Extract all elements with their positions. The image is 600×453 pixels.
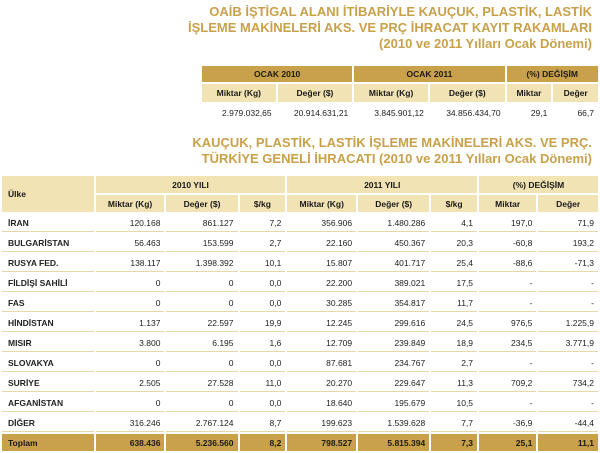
value-cell: -36,9 xyxy=(479,414,536,432)
summary-title-line2: İŞLEME MAKİNELERİ AKS. VE PRÇ İHRACAT KAYIT RAKAMLARI xyxy=(188,20,592,35)
total-cell: 8,2 xyxy=(240,434,286,451)
value-cell: 1,6 xyxy=(240,334,286,352)
value-cell: 25,4 xyxy=(431,254,477,272)
table-row xyxy=(2,354,598,372)
value-cell: 356.906 xyxy=(287,214,356,232)
value-cell: 0 xyxy=(96,394,165,412)
value-cell: 17,5 xyxy=(431,274,477,292)
value-cell: 71,9 xyxy=(538,214,598,232)
value-cell: 234,5 xyxy=(479,334,536,352)
value-cell: 0 xyxy=(96,274,165,292)
value-cell: 239.849 xyxy=(358,334,429,352)
change-header: (%) DEĞİŞİM xyxy=(479,176,598,193)
value-cell: 18.640 xyxy=(287,394,356,412)
col-change-deger: Değer xyxy=(538,195,598,212)
total-cell: 638.436 xyxy=(96,434,165,451)
value-cell: 401.717 xyxy=(358,254,429,272)
country-cell: DİĞER xyxy=(2,414,94,432)
value-cell: 234.767 xyxy=(358,354,429,372)
table-row xyxy=(2,334,598,352)
table-row xyxy=(2,394,598,412)
summary-header-degisim: (%) DEĞİŞİM xyxy=(507,66,598,82)
value-cell: 19,9 xyxy=(240,314,286,332)
value-cell: 20,3 xyxy=(431,234,477,252)
total-cell: 7,3 xyxy=(431,434,477,451)
country-cell: HİNDİSTAN xyxy=(2,314,94,332)
country-header: Ülke xyxy=(2,176,94,212)
value-cell: 56.463 xyxy=(96,234,165,252)
value-cell: 3.771,9 xyxy=(538,334,598,352)
value-cell: 7,7 xyxy=(431,414,477,432)
value-cell: 354.817 xyxy=(358,294,429,312)
value-cell: 120.168 xyxy=(96,214,165,232)
summary-value: 3.845.901,12 xyxy=(354,104,428,122)
total-label: Toplam xyxy=(2,434,94,451)
country-cell: İRAN xyxy=(2,214,94,232)
value-cell: 0,0 xyxy=(240,394,286,412)
value-cell: 193,2 xyxy=(538,234,598,252)
value-cell: - xyxy=(538,394,598,412)
value-cell: 299.616 xyxy=(358,314,429,332)
value-cell: 861.127 xyxy=(166,214,237,232)
value-cell: 12.245 xyxy=(287,314,356,332)
value-cell: 22.200 xyxy=(287,274,356,292)
value-cell: 1.539.628 xyxy=(358,414,429,432)
table-row xyxy=(2,254,598,272)
country-cell: FAS xyxy=(2,294,94,312)
value-cell: 0,0 xyxy=(240,294,286,312)
value-cell: 30.285 xyxy=(287,294,356,312)
value-cell: 976,5 xyxy=(479,314,536,332)
value-cell: 0 xyxy=(96,294,165,312)
country-cell: BULGARİSTAN xyxy=(2,234,94,252)
summary-subheader-deger-2011: Değer ($) xyxy=(430,84,505,102)
value-cell: - xyxy=(479,354,536,372)
total-row xyxy=(2,434,598,451)
value-cell: 6.195 xyxy=(166,334,237,352)
summary-title-line1: OAİB İŞTİGAL ALANI İTİBARİYLE KAUÇUK, PLASTİK, LASTİK xyxy=(209,4,592,19)
value-cell: 199.623 xyxy=(287,414,356,432)
value-cell: 0 xyxy=(166,294,237,312)
value-cell: 3.800 xyxy=(96,334,165,352)
year-2010-header: 2010 YILI xyxy=(96,176,286,193)
export-table xyxy=(0,174,600,453)
summary-title-line3: (2010 ve 2011 Yılları Ocak Dönemi) xyxy=(379,36,592,51)
value-cell: 18,9 xyxy=(431,334,477,352)
col-miktar-2010: Miktar (Kg) xyxy=(96,195,165,212)
summary-subheader-miktar-2010: Miktar (Kg) xyxy=(202,84,276,102)
summary-header-ocak2010: OCAK 2010 xyxy=(202,66,352,82)
value-cell: -88,6 xyxy=(479,254,536,272)
value-cell: 1.225,9 xyxy=(538,314,598,332)
value-cell: 195.679 xyxy=(358,394,429,412)
table-row xyxy=(2,274,598,292)
value-cell: 11,7 xyxy=(431,294,477,312)
summary-value: 29,1 xyxy=(507,104,552,122)
country-cell: SLOVAKYA xyxy=(2,354,94,372)
value-cell: 229.647 xyxy=(358,374,429,392)
col-deger-2011: Değer ($) xyxy=(358,195,429,212)
value-cell: 450.367 xyxy=(358,234,429,252)
value-cell: 0,0 xyxy=(240,274,286,292)
value-cell: - xyxy=(479,294,536,312)
value-cell: 0 xyxy=(166,274,237,292)
summary-value: 34.856.434,70 xyxy=(430,104,505,122)
total-cell: 11,1 xyxy=(538,434,598,451)
value-cell: 389.021 xyxy=(358,274,429,292)
value-cell: 2,7 xyxy=(240,234,286,252)
summary-subheader-deger-degisim: Değer xyxy=(553,84,598,102)
value-cell: 4,1 xyxy=(431,214,477,232)
main-title-line2: TÜRKİYE GENELİ İHRACATI (2010 ve 2011 Yılları Ocak Dönemi) xyxy=(201,151,592,166)
value-cell: 87.681 xyxy=(287,354,356,372)
value-cell: 153.599 xyxy=(166,234,237,252)
col-kg-2010: $/kg xyxy=(240,195,286,212)
table-row xyxy=(2,414,598,432)
main-title-line1: KAUÇUK, PLASTİK, LASTİK İŞLEME MAKİNELERİ AKS. VE PRÇ. xyxy=(192,135,592,150)
summary-table xyxy=(200,64,600,124)
value-cell: 709,2 xyxy=(479,374,536,392)
summary-value: 66,7 xyxy=(553,104,598,122)
value-cell: 0 xyxy=(96,354,165,372)
value-cell: 7,2 xyxy=(240,214,286,232)
col-kg-2011: $/kg xyxy=(431,195,477,212)
value-cell: 11,3 xyxy=(431,374,477,392)
value-cell: 12.709 xyxy=(287,334,356,352)
country-cell: RUSYA FED. xyxy=(2,254,94,272)
value-cell: 2.505 xyxy=(96,374,165,392)
country-cell: MISIR xyxy=(2,334,94,352)
value-cell: 1.398.392 xyxy=(166,254,237,272)
value-cell: 2,7 xyxy=(431,354,477,372)
value-cell: 734,2 xyxy=(538,374,598,392)
total-cell: 5.236.560 xyxy=(166,434,237,451)
value-cell: 10,1 xyxy=(240,254,286,272)
country-cell: SURİYE xyxy=(2,374,94,392)
total-cell: 798.527 xyxy=(287,434,356,451)
value-cell: 0,0 xyxy=(240,354,286,372)
summary-value: 2.979.032,65 xyxy=(202,104,276,122)
total-cell: 25,1 xyxy=(479,434,536,451)
value-cell: 27.528 xyxy=(166,374,237,392)
table-row xyxy=(2,374,598,392)
value-cell: - xyxy=(538,294,598,312)
value-cell: 138.117 xyxy=(96,254,165,272)
value-cell: 197,0 xyxy=(479,214,536,232)
value-cell: 20.270 xyxy=(287,374,356,392)
value-cell: 0 xyxy=(166,394,237,412)
value-cell: 0 xyxy=(166,354,237,372)
col-deger-2010: Değer ($) xyxy=(166,195,237,212)
table-row xyxy=(2,234,598,252)
table-body xyxy=(2,214,598,432)
value-cell: 24,5 xyxy=(431,314,477,332)
table-row xyxy=(2,294,598,312)
value-cell: 11,0 xyxy=(240,374,286,392)
table-row xyxy=(2,214,598,232)
main-title xyxy=(172,135,592,167)
value-cell: 8,7 xyxy=(240,414,286,432)
total-cell: 5.815.394 xyxy=(358,434,429,451)
value-cell: - xyxy=(538,354,598,372)
value-cell: 1.480.286 xyxy=(358,214,429,232)
summary-title xyxy=(172,4,592,52)
value-cell: 2.767.124 xyxy=(166,414,237,432)
value-cell: - xyxy=(538,274,598,292)
value-cell: 15.807 xyxy=(287,254,356,272)
value-cell: -60,8 xyxy=(479,234,536,252)
col-miktar-2011: Miktar (Kg) xyxy=(287,195,356,212)
col-change-miktar: Miktar xyxy=(479,195,536,212)
value-cell: -44,4 xyxy=(538,414,598,432)
summary-subheader-deger-2010: Değer ($) xyxy=(278,84,353,102)
value-cell: 10,5 xyxy=(431,394,477,412)
value-cell: -71,3 xyxy=(538,254,598,272)
country-cell: AFGANİSTAN xyxy=(2,394,94,412)
summary-header-ocak2011: OCAK 2011 xyxy=(354,66,504,82)
year-2011-header: 2011 YILI xyxy=(287,176,477,193)
country-cell: FİLDİŞİ SAHİLİ xyxy=(2,274,94,292)
value-cell: 22.160 xyxy=(287,234,356,252)
summary-subheader-miktar-2011: Miktar (Kg) xyxy=(354,84,428,102)
value-cell: 316.246 xyxy=(96,414,165,432)
table-row xyxy=(2,314,598,332)
value-cell: 22.597 xyxy=(166,314,237,332)
value-cell: - xyxy=(479,394,536,412)
summary-subheader-miktar-degisim: Miktar xyxy=(507,84,552,102)
value-cell: - xyxy=(479,274,536,292)
summary-value: 20.914.631,21 xyxy=(278,104,353,122)
value-cell: 1.137 xyxy=(96,314,165,332)
